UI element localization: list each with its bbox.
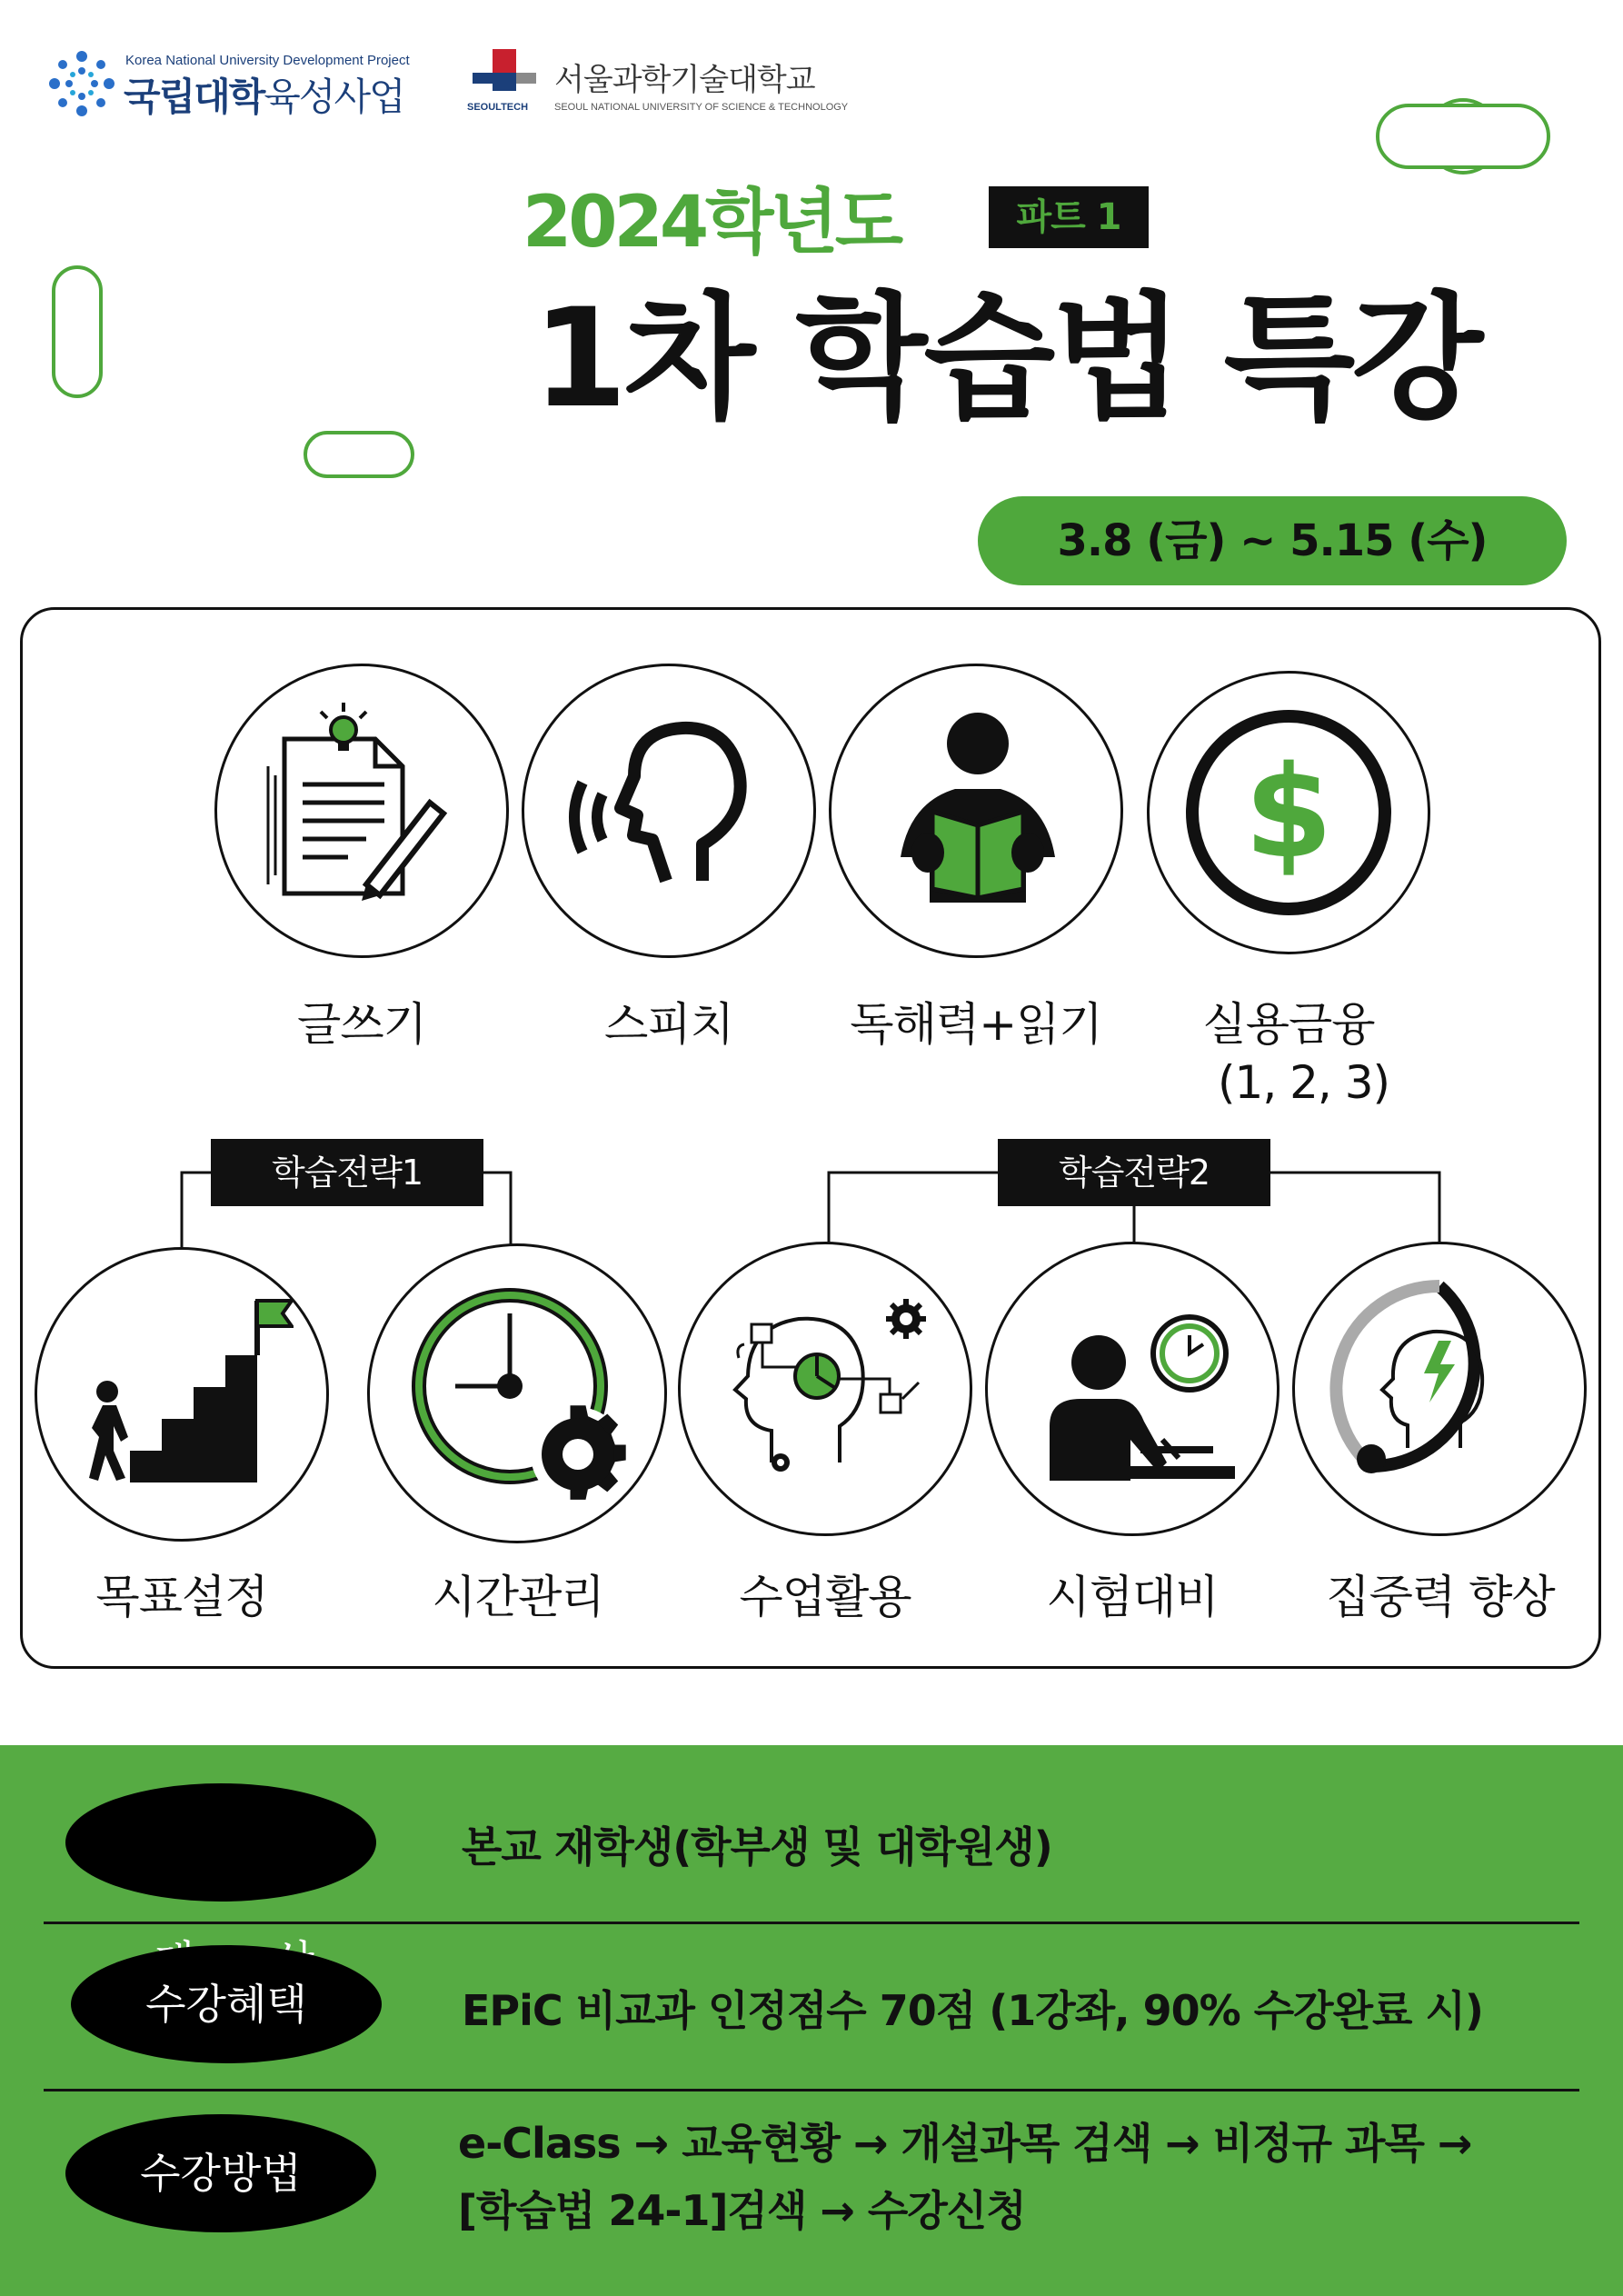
- cloud-ring-decoration-vertical: [45, 264, 109, 400]
- topic-label-class-utilization: 수업활용: [739, 1571, 911, 1623]
- writing-document-icon: [257, 703, 466, 912]
- topic-circle-writing: [214, 664, 509, 958]
- topic-circle-class-utilization: [678, 1242, 972, 1536]
- info-label-method-text: 수강방법: [140, 2149, 302, 2198]
- info-text-target: 본교 재학생(학부생 및 대학원생): [462, 1822, 1052, 1872]
- strategy-label-2: 학습전략2: [998, 1139, 1270, 1206]
- logo-right-english: SEOUL NATIONAL UNIVERSITY OF SCIENCE & TECHNOLOGY: [554, 102, 849, 113]
- info-divider-1: [44, 1922, 1579, 1924]
- year-title: 2024학년도: [523, 182, 901, 264]
- info-text-method-line1: e-Class → 교육현황 → 개설과목 검색 → 비정규 과목 →: [458, 2119, 1472, 2168]
- dollar-coin-icon: [1180, 704, 1398, 922]
- logo-left-english: Korea National University Development Project: [125, 53, 410, 68]
- logo-left-korean-bold: 국립대학: [124, 75, 264, 119]
- info-label-benefit-text: 수강혜택: [145, 1980, 307, 2029]
- logo-right-abbr: SEOULTECH: [467, 102, 529, 113]
- exam-study-person-icon: [1017, 1281, 1253, 1499]
- focus-head-lightning-icon: [1317, 1266, 1562, 1512]
- topic-label-finance: 실용금융: [1202, 998, 1375, 1051]
- logo-seoultech: [467, 45, 849, 122]
- info-label-target: [65, 1783, 376, 1902]
- svg-text:$: $: [1244, 739, 1333, 887]
- brain-process-icon: [708, 1272, 944, 1508]
- clock-gear-icon: [392, 1268, 646, 1522]
- topic-label-finance-sub: (1, 2, 3): [1218, 1056, 1390, 1109]
- stairs-goal-flag-icon: [75, 1292, 294, 1501]
- topic-label-reading: 독해력+읽기: [850, 998, 1102, 1051]
- cloud-ring-decoration: [1372, 95, 1554, 177]
- topic-circle-finance: [1147, 671, 1430, 954]
- info-text-method-line2: [학습법 24-1]검색 → 수강신청: [458, 2186, 1026, 2235]
- topic-circle-reading: [829, 664, 1123, 958]
- strategy-label-1: 학습전략1: [211, 1139, 483, 1206]
- logo-right-korean: 서울과학기술대학교: [554, 62, 815, 98]
- topic-label-exam-prep: 시험대비: [1046, 1571, 1219, 1623]
- topic-label-writing: 글쓰기: [297, 998, 426, 1051]
- topic-circle-exam-prep: [985, 1242, 1279, 1536]
- topic-circle-focus: [1292, 1242, 1587, 1536]
- speaking-head-icon: [566, 708, 775, 917]
- info-text-benefit: EPiC 비교과 인정점수 70점 (1강좌, 90% 수강완료 시): [462, 1986, 1483, 2035]
- topic-circle-speech: [522, 664, 816, 958]
- topic-label-focus: 집중력 향상: [1326, 1571, 1555, 1623]
- info-label-benefit: [71, 1945, 382, 2063]
- topic-label-speech: 스피치: [604, 998, 733, 1051]
- logo-national-university-project: [47, 49, 429, 122]
- main-title: 1차 학습법 특강: [533, 280, 1480, 438]
- topic-label-goal-setting: 목표설정: [95, 1571, 268, 1623]
- topic-circle-goal-setting: [35, 1247, 329, 1542]
- topic-label-time-management: 시간관리: [432, 1571, 604, 1623]
- dots-pinwheel-icon: [47, 49, 116, 118]
- seoultech-emblem-icon: [467, 45, 549, 100]
- reading-person-icon: [864, 703, 1091, 912]
- date-range-pill: 3.8 (금) ~ 5.15 (수): [978, 496, 1567, 585]
- topic-circle-time-management: [367, 1243, 667, 1543]
- info-divider-2: [44, 2089, 1579, 2091]
- logo-left-korean-light: 육성사업: [264, 75, 404, 119]
- cloud-ring-decoration-small: [300, 427, 418, 482]
- logo-left-korean: [124, 67, 404, 122]
- part-badge: 파트 1: [989, 186, 1149, 248]
- info-label-method: [65, 2114, 376, 2232]
